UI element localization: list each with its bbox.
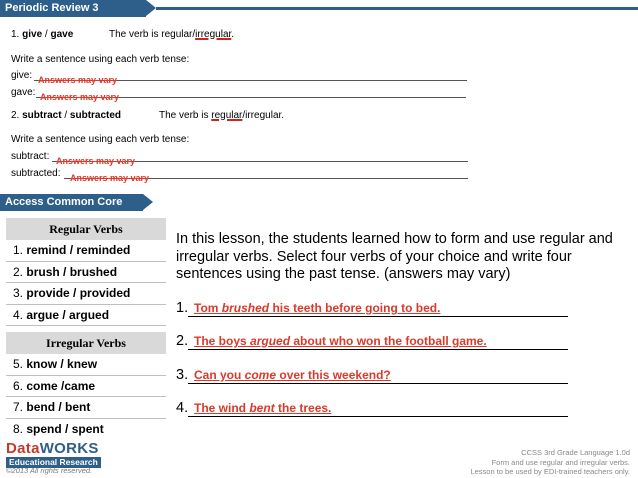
list-item: 1. remind / reminded <box>6 240 166 262</box>
answer-line <box>188 416 568 417</box>
objective-line: Form and use regular and irregular verbs. <box>491 457 630 467</box>
sentence-row: 2. The boys argued about who won the football game. <box>176 332 568 350</box>
list-item: 5. know / knew <box>6 354 166 376</box>
sentence-answer: Can you come over this weekend? <box>194 368 391 382</box>
standards-footer <box>470 448 630 477</box>
circled-answer: regular <box>211 110 243 121</box>
subtracted-label: subtracted: <box>11 168 61 179</box>
irregular-verbs-box <box>6 332 166 440</box>
subtract-answer: Answers may vary <box>56 156 136 166</box>
dataworks-logo: DataWORKS Educational Research <box>6 441 101 468</box>
access-common-core-banner <box>0 194 143 211</box>
item1-verbs: 1. give / gave <box>11 29 74 40</box>
give-answer: Answers may vary <box>38 75 118 85</box>
list-item: 4. argue / argued <box>6 305 166 327</box>
subtracted-answer: Answers may vary <box>70 173 150 183</box>
sentence-row: 1. Tom brushed his teeth before going to bed. <box>176 299 568 317</box>
gave-label: gave: <box>11 87 36 98</box>
access-common-core-title: Access Common Core <box>5 196 123 208</box>
item1-statement: The verb is regular/irregular. <box>109 29 235 40</box>
copyright: ©2013 All rights reserved. <box>6 466 93 475</box>
list-item: 7. bend / bent <box>6 397 166 419</box>
sentence-answer: The wind bent the trees. <box>194 401 332 415</box>
list-item: 3. provide / provided <box>6 283 166 305</box>
answer-line <box>188 349 568 350</box>
gave-answer: Answers may vary <box>40 92 120 102</box>
regular-verbs-heading: Regular Verbs <box>6 218 166 240</box>
subtract-label: subtract: <box>11 151 50 162</box>
periodic-review-title: Periodic Review 3 <box>5 2 99 14</box>
sentence-answer: The boys argued about who won the football game. <box>194 334 487 348</box>
sentence-answer: Tom brushed his teeth before going to bed. <box>194 301 441 315</box>
item2-instruction: Write a sentence using each verb tense: <box>11 134 190 145</box>
answer-line <box>188 383 568 384</box>
banner-rule <box>156 7 638 10</box>
lesson-instructions: In this lesson, the students learned how to form and use regular and irregular verbs. Select four verbs of your choice and write four sentences using the past tense. (answers may vary) <box>176 231 613 282</box>
regular-verbs-box <box>6 218 166 326</box>
list-item: 2. brush / brushed <box>6 262 166 284</box>
answer-line <box>188 316 568 317</box>
list-item: 8. spend / spent <box>13 421 104 436</box>
give-label: give: <box>11 70 33 81</box>
list-item: 6. come /came <box>6 376 166 398</box>
usage-line: Lesson to be used by EDI-trained teachers only. <box>470 467 630 476</box>
irregular-verbs-heading: Irregular Verbs <box>6 332 166 354</box>
item2-verbs: 2. subtract / subtracted <box>11 110 122 121</box>
item2-statement: The verb is regular/irregular. <box>159 110 285 121</box>
sentence-row: 4. The wind bent the trees. <box>176 399 568 417</box>
sentence-row: 3. Can you come over this weekend? <box>176 366 568 384</box>
periodic-review-banner <box>0 0 146 17</box>
item1-instruction: Write a sentence using each verb tense: <box>11 54 190 65</box>
standard-line: CCSS 3rd Grade Language 1.0d <box>521 448 630 457</box>
circled-answer: irregular <box>195 29 232 40</box>
